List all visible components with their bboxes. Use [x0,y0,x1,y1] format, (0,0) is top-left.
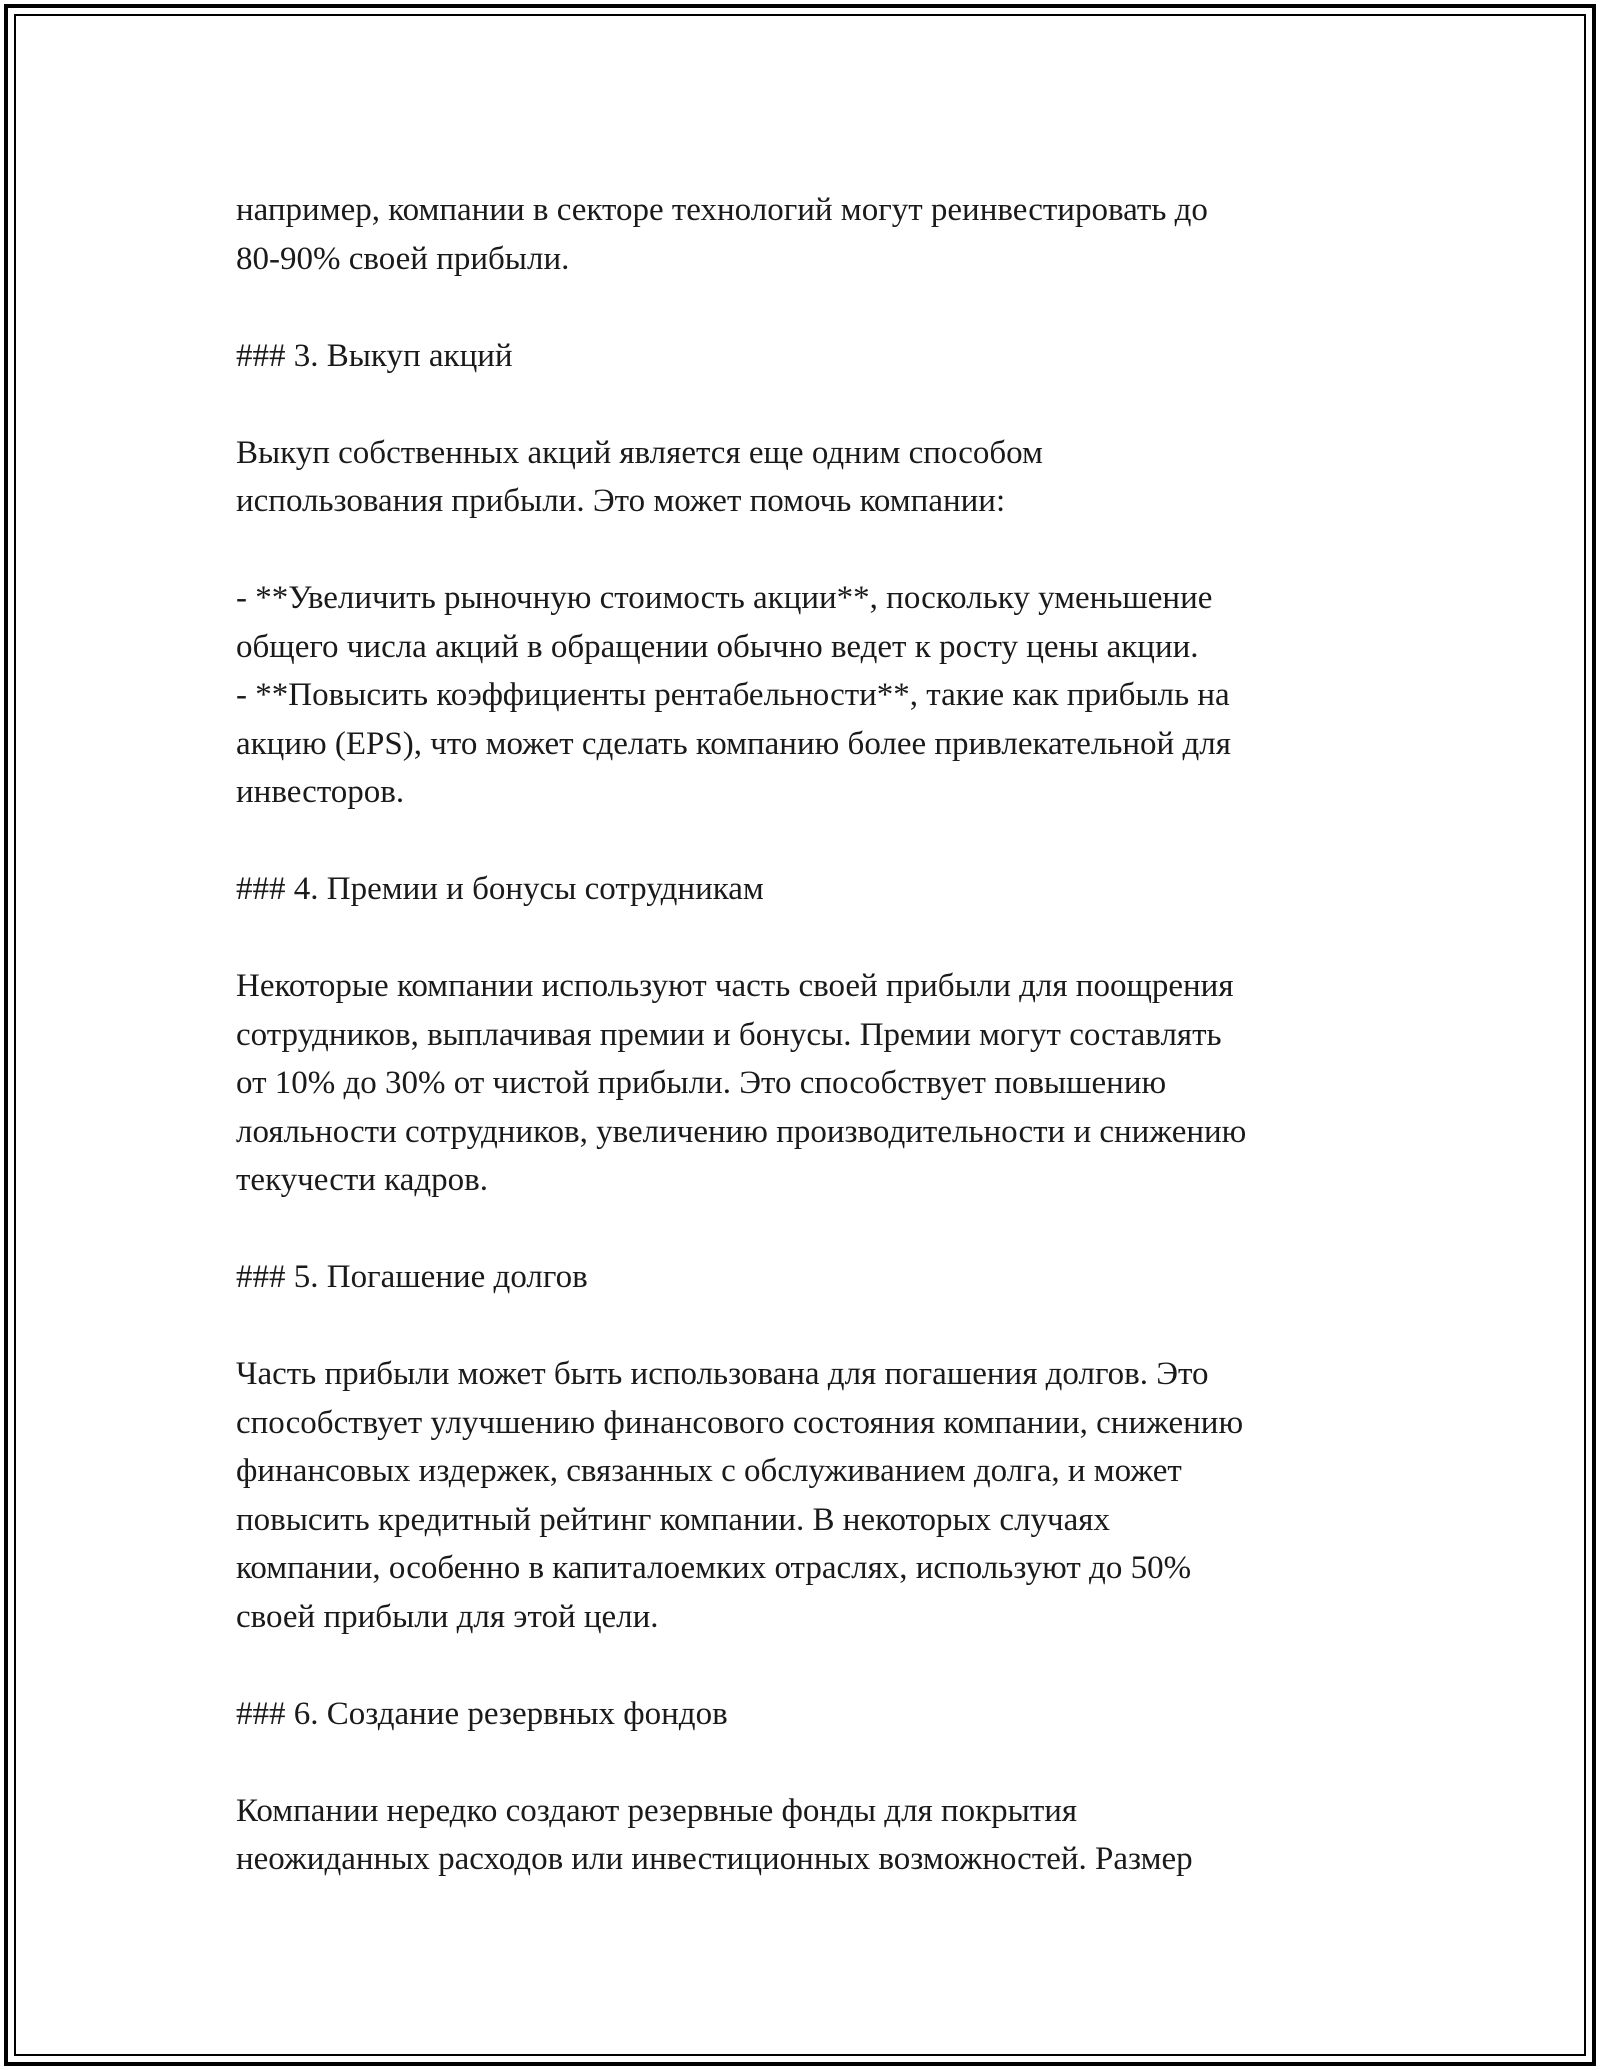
text-line: Выкуп собственных акций является еще одним способом [236,434,1043,471]
text-line: инвесторов. [236,774,405,810]
text-line: общего числа акций в обращении обычно ведет к росту цены акции. [236,628,1199,665]
text-line: от 10% до 30% от чистой прибыли. Это способствует повышению [236,1065,1167,1101]
text-line: 80-90% своей прибыли. [236,240,570,277]
text-line: неожиданных расходов или инвестиционных возможностей. Размер [236,1841,1193,1877]
section-6-paragraph [236,1787,1416,1884]
text-line: сотрудников, выплачивая премии и бонусы. Премии могут составлять [236,1016,1222,1053]
document-body [236,186,1416,1884]
text-line: Некоторые компании используют часть своей прибыли для поощрения [236,968,1234,1004]
text-line: повысить кредитный рейтинг компании. В некоторых случаях [236,1501,1110,1538]
text-line: акцию (EPS), что может сделать компанию более привлекательной для [236,725,1231,762]
section-3-paragraph [236,429,1416,526]
section-5-paragraph [236,1350,1416,1641]
text-line: - **Увеличить рыночную стоимость акции**, поскольку уменьшение [236,580,1213,616]
section-4-paragraph [236,962,1416,1205]
section-3-bullets [236,574,1416,817]
intro-paragraph [236,186,1416,283]
section-heading-6: ### 6. Создание резервных фондов [236,1695,728,1732]
section-heading-4: ### 4. Премии и бонусы сотрудникам [236,871,764,907]
section-heading-5: ### 5. Погашение долгов [236,1259,588,1295]
text-line: лояльности сотрудников, увеличению производительности и снижению [236,1113,1247,1150]
text-line: текучести кадров. [236,1162,488,1198]
text-line: способствует улучшению финансового состояния компании, снижению [236,1404,1244,1441]
text-line: например, компании в секторе технологий могут реинвестировать до [236,192,1208,228]
text-line: Часть прибыли может быть использована для погашения долгов. Это [236,1356,1209,1392]
text-line: использования прибыли. Это может помочь компании: [236,483,1006,519]
text-line: Компании нередко создают резервные фонды для покрытия [236,1792,1078,1829]
text-line: своей прибыли для этой цели. [236,1598,659,1635]
text-line: финансовых издержек, связанных с обслуживанием долга, и может [236,1453,1182,1489]
section-heading-3: ### 3. Выкуп акций [236,337,513,374]
text-line: - **Повысить коэффициенты рентабельности**, такие как прибыль на [236,677,1230,713]
text-line: компании, особенно в капиталоемких отраслях, используют до 50% [236,1550,1192,1586]
